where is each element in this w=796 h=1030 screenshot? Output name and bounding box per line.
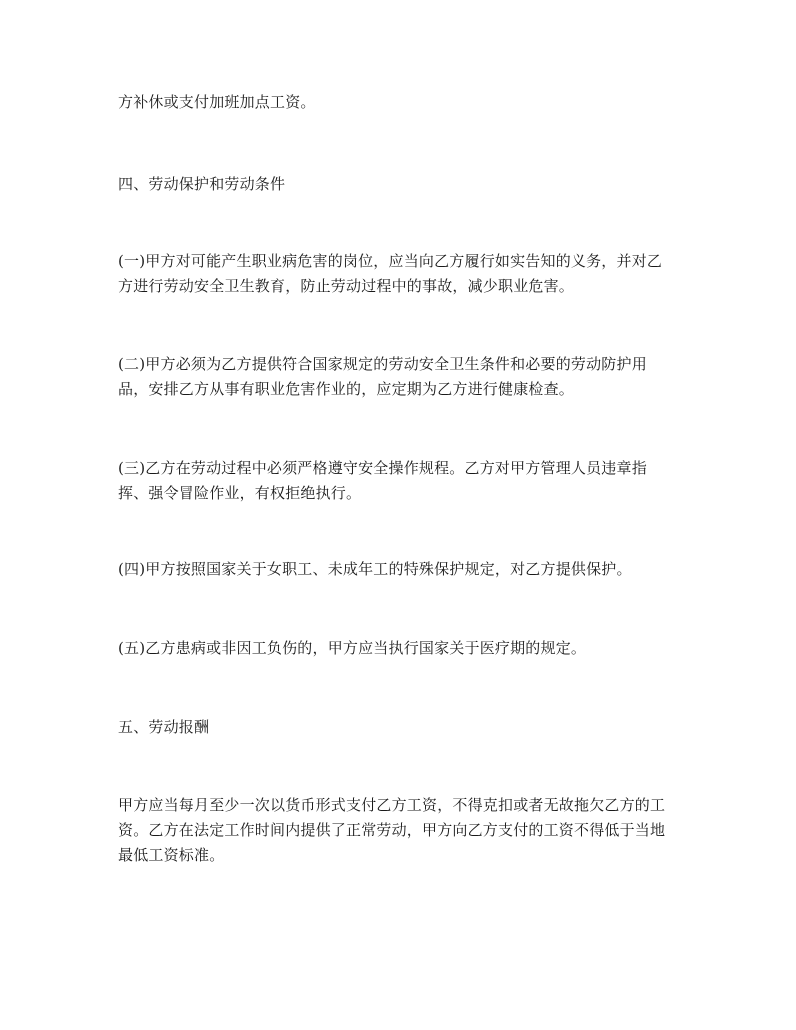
paragraph-line: 最低工资标准。 bbox=[118, 846, 225, 864]
paragraph-line: 挥、强令冒险作业，有权拒绝执行。 bbox=[118, 484, 362, 502]
section-heading: 四、劳动保护和劳动条件 bbox=[118, 175, 286, 193]
section-heading: 五、劳动报酬 bbox=[118, 718, 210, 736]
paragraph-line: 方进行劳动安全卫生教育，防止劳动过程中的事故，减少职业危害。 bbox=[118, 277, 575, 295]
paragraph-line: 资。乙方在法定工作时间内提供了正常劳动，甲方向乙方支付的工资不得低于当地 bbox=[118, 821, 666, 839]
paragraph-line: (五)乙方患病或非因工负伤的，甲方应当执行国家关于医疗期的规定。 bbox=[118, 639, 587, 657]
paragraph-line: (三)乙方在劳动过程中必须严格遵守安全操作规程。乙方对甲方管理人员违章指 bbox=[118, 459, 647, 477]
paragraph-line: 方补休或支付加班加点工资。 bbox=[118, 93, 316, 111]
paragraph-line: 甲方应当每月至少一次以货币形式支付乙方工资，不得克扣或者无故拖欠乙方的工 bbox=[118, 796, 666, 814]
paragraph-line: (二)甲方必须为乙方提供符合国家规定的劳动安全卫生条件和必要的劳动防护用 bbox=[118, 355, 647, 373]
paragraph-line: (四)甲方按照国家关于女职工、未成年工的特殊保护规定，对乙方提供保护。 bbox=[118, 560, 632, 578]
paragraph-line: (一)甲方对可能产生职业病危害的岗位，应当向乙方履行如实告知的义务，并对乙 bbox=[118, 252, 663, 270]
paragraph-line: 品，安排乙方从事有职业危害作业的，应定期为乙方进行健康检查。 bbox=[118, 380, 575, 398]
